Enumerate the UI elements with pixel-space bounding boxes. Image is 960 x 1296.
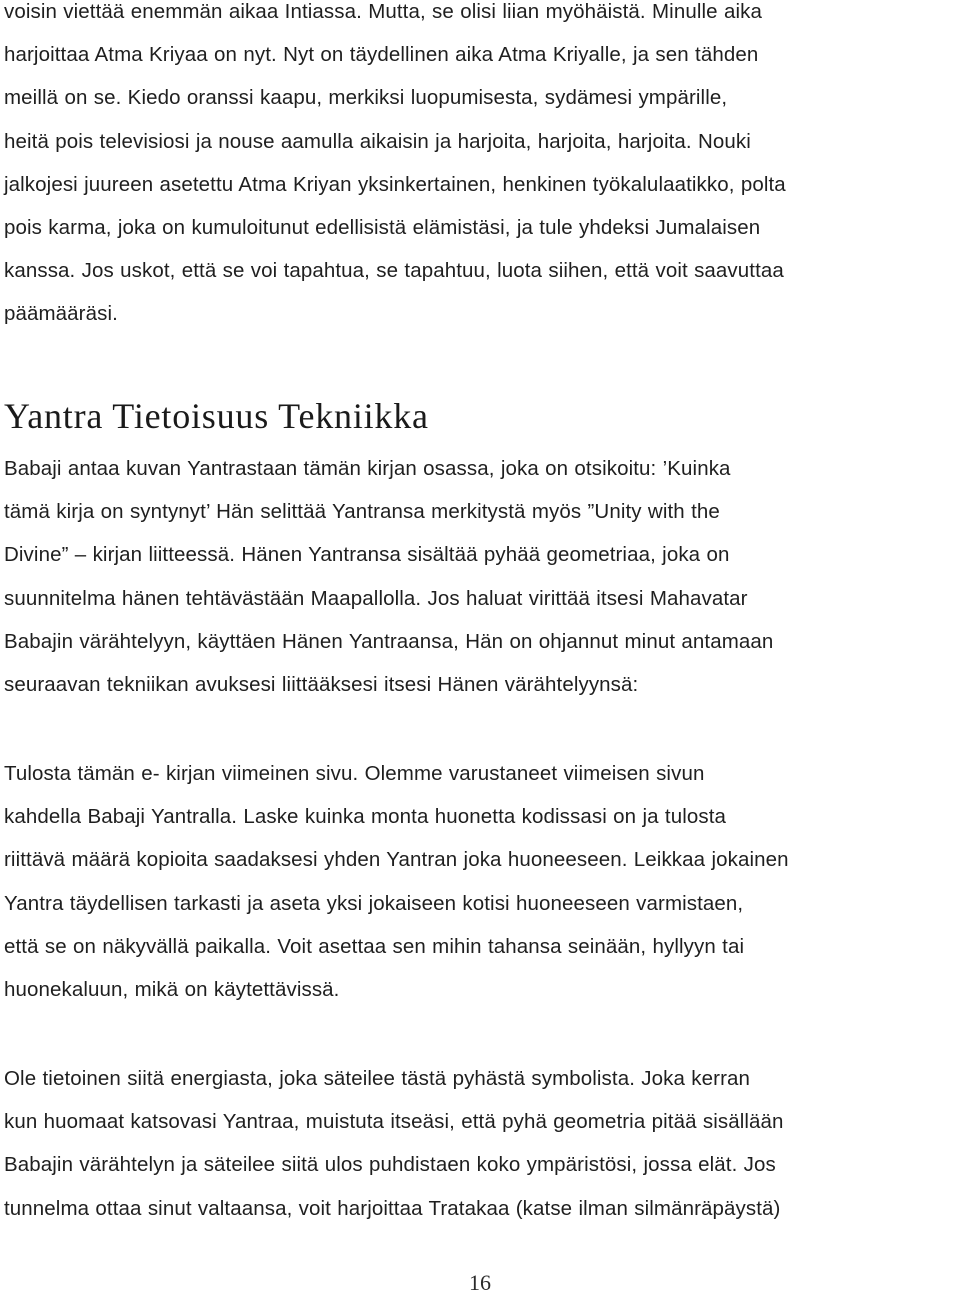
page-number: 16 — [469, 1270, 491, 1295]
section-heading: Yantra Tietoisuus Tekniikka — [4, 396, 429, 436]
body-paragraph-2: Babaji antaa kuvan Yantrastaan tämän kirjan osassa, joka on otsikoitu: ’Kuinka tämä kirja on syntynyt’ Hän selittää Yantransa merkitystä myös ”Unity with the Divine” – kirjan liitteessä. Hänen Yantransa sisältää pyhää geometriaa, joka on suunnitelma hänen tehtävästään Maapallolla. Jos haluat virittää itsesi Mahavatar Babajin värähtelyyn, käyttäen Hänen Yantraansa, Hän on ohjannut minut antamaan seuraavan tekniikan avuksesi liittääksesi itsesi Hänen värähtelyynsä: — [4, 457, 774, 697]
body-paragraph-1: voisin viettää enemmän aikaa Intiassa. Mutta, se olisi liian myöhäistä. Minulle aika harjoittaa Atma Kriyaa on nyt. Nyt on täydellinen aika Atma Kriyalle, ja sen tähden meillä on se. Kiedo oranssi kaapu, merkiksi luopumisesta, sydämesi ympärille, heitä pois televisiosi ja nouse aamulla aikaisin ja harjoita, harjoita, harjoita. Nouki jalkojesi juureen asetettu Atma Kriyan yksinkertainen, henkinen työkalulaatikko, polta pois karma, joka on kumuloitunut edellisistä elämistäsi, ja tule yhdeksi Jumalaisen kanssa. Jos uskot, että se voi tapahtua, se tapahtuu, luota siihen, että voit saavuttaa päämääräsi. — [4, 0, 786, 326]
document-page — [4, 0, 956, 1294]
body-paragraph-4: Ole tietoinen siitä energiasta, joka säteilee tästä pyhästä symbolista. Joka kerran kun huomaat katsovasi Yantraa, muistuta itseäsi, että pyhä geometria pitää sisällään Babajin värähtelyn ja säteilee siitä ulos puhdistaen koko ympäristösi, jossa elät. Jos tunnelma ottaa sinut valtaansa, voit harjoittaa Tratakaa (katse ilman silmänräpäystä) — [4, 1067, 784, 1220]
body-paragraph-3: Tulosta tämän e- kirjan viimeinen sivu. Olemme varustaneet viimeisen sivun kahdella Babaji Yantralla. Laske kuinka monta huonetta kodissasi on ja tulosta riittävä määrä kopioita saadaksesi yhden Yantran joka huoneeseen. Leikkaa jokainen Yantra täydellisen tarkasti ja aseta yksi jokaiseen kotisi huoneeseen varmistaen, että se on näkyvällä paikalla. Voit asettaa sen mihin tahansa seinään, hyllyyn tai huonekaluun, mikä on käytettävissä. — [4, 762, 789, 1002]
